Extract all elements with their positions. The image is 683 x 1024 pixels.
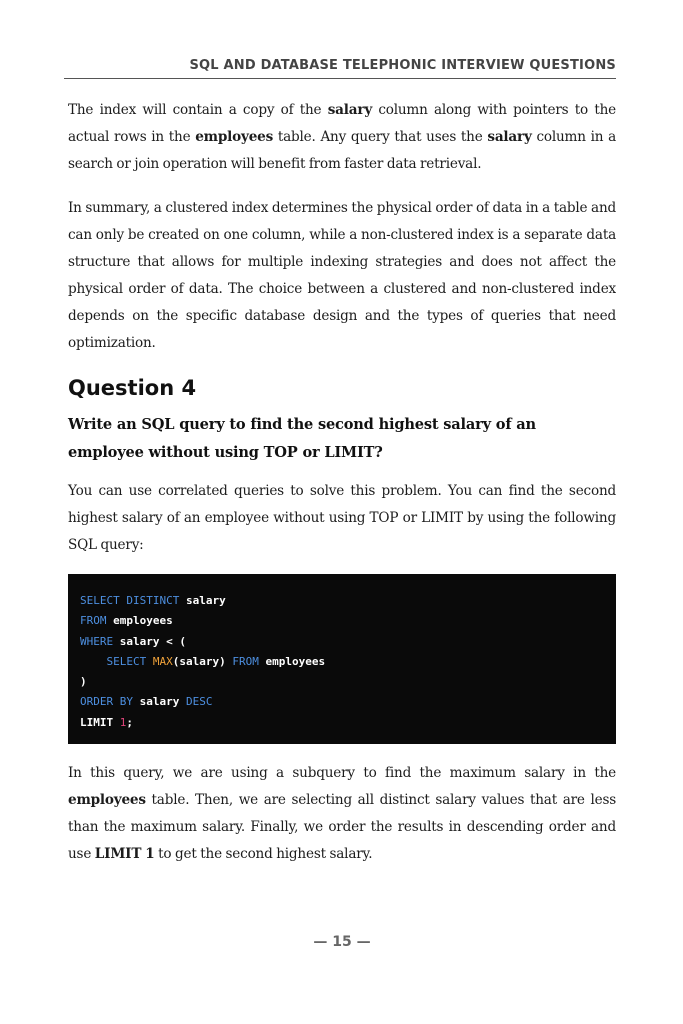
bold-term: LIMIT 1	[94, 846, 155, 862]
code-line: SELECT MAX(salary) FROM employees	[106, 654, 326, 668]
header-rule	[64, 78, 616, 79]
question-heading: Question 4	[68, 376, 197, 400]
bold-term: employees	[68, 792, 146, 808]
paragraph-answer-intro: You can use correlated queries to solve this problem. You can find the second highest salary of an employee without using TOP or LIMIT by using the following SQL query:	[68, 483, 616, 553]
bold-term: salary	[327, 102, 373, 118]
code-line: )	[80, 675, 87, 689]
bold-term: employees	[195, 129, 274, 145]
code-line: ORDER BY salary DESC	[80, 695, 213, 709]
question-text: Write an SQL query to find the second highest salary of an employee without using TOP or LIMIT?	[68, 416, 536, 461]
paragraph-index-explanation: The index will contain a copy of the salary column along with pointers to the actual rows in the employees table. Any query that uses the salary column in a search or join operation will benefit from faster data retrieval.	[68, 102, 616, 172]
code-line: LIMIT 1;	[80, 715, 133, 729]
code-line: WHERE salary < (	[80, 634, 186, 648]
sql-code-block	[68, 574, 616, 744]
code-line: FROM employees	[80, 614, 173, 628]
page-number: — 15 —	[313, 934, 371, 950]
code-line: SELECT DISTINCT salary	[80, 594, 226, 607]
paragraph-summary: In summary, a clustered index determines the physical order of data in a table and can only be created on one column, while a non-clustered index is a separate data structure that allows for multiple indexing strategies and does not affect the physical order of data. The choice between a clustered and non-clustered index depends on the specific database design and the types of queries that need optimization.	[68, 200, 616, 351]
page	[68, 0, 616, 1024]
running-header: SQL AND DATABASE TELEPHONIC INTERVIEW QUESTIONS	[189, 58, 616, 73]
paragraph-query-explanation: In this query, we are using a subquery to find the maximum salary in the employees table. Then, we are selecting all distinct salary values that are less than the maximum salary. Finally, we order the results in descending order and use LIMIT 1 to get the second highest salary.	[68, 765, 616, 862]
bold-term: salary	[487, 129, 532, 145]
